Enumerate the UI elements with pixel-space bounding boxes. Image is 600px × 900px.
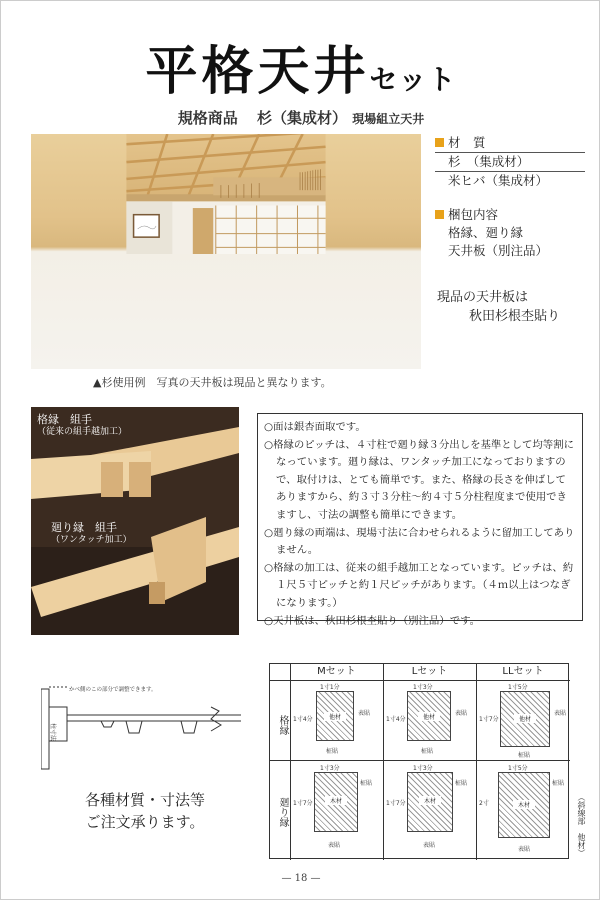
board-note-line: 現品の天井板は <box>437 290 529 305</box>
bullet-square-icon <box>435 138 444 147</box>
spec-material-label: 材 質 <box>435 134 585 153</box>
table-header: LLセット <box>502 666 544 677</box>
table-row-label: 廻り縁 <box>277 797 288 827</box>
table-cell: 1寸3分 1寸4分 他材 表貼 柾貼 <box>386 684 468 755</box>
joint-label-kakubuchi: 格縁 組手 （従来の組手越加工） <box>37 413 128 437</box>
bullet-square-icon <box>435 210 444 219</box>
title-suffix: セット <box>369 63 457 96</box>
board-note <box>437 288 560 326</box>
joint-label-mawaribuchi: 廻り縁 組手 （ワンタッチ加工） <box>51 521 132 545</box>
table-header: Mセット <box>317 666 356 677</box>
description-item: ○廻り縁の両端は、現場寸法に合わせられるように留加工してありません。 <box>264 526 575 557</box>
sketch-note: かべ側のこの部分で調整できます。 <box>69 687 157 693</box>
table-cell: 1寸5分 2寸 木材 柾貼 表貼 <box>479 765 565 853</box>
subtitle-type: 現場組立天井 <box>352 112 425 126</box>
table-cell: 1寸1分 1寸4分 他材 表貼 柾貼 <box>293 684 371 755</box>
ceiling-illustration <box>31 134 421 254</box>
subtitle-category: 規格商品 <box>177 109 238 127</box>
joint-photo <box>31 407 239 635</box>
table-cell: 1寸5分 1寸7分 他材 表貼 柾貼 <box>479 684 567 759</box>
spec-material-value: 米ヒバ（集成材） <box>448 173 549 188</box>
title-main: 平格天井 <box>145 41 370 102</box>
table-cell: 1寸3分 1寸7分 木材 柾貼 表貼 <box>293 765 373 849</box>
table-side-note: （斜線部 他材） <box>577 793 586 857</box>
spec-material-value: 杉 （集成材） <box>435 153 585 172</box>
page-number: — 18 — <box>281 873 321 884</box>
subtitle <box>1 107 600 128</box>
rail-sketch <box>41 681 241 771</box>
spec-package-value: 格縁、廻り縁 <box>448 225 524 240</box>
description-box <box>257 413 583 627</box>
size-table <box>269 663 569 859</box>
table-row-label: 格縁 <box>277 715 288 735</box>
order-line: 各種材質・寸法等 <box>84 791 205 809</box>
description-item: ○格縁のピッチは、４寸柱で廻り縁３分出しを基準として均等割になっています。廻り縁は、ワンタッチ加工になっておりますので、取付けは、とても簡単です。また、格縁の長さを伸ばしてありますから、約３寸３分柱〜約４寸５分柱程度まで使用できますし、寸法の調整も簡単にできます。 <box>264 438 574 521</box>
table-cell: 1寸3分 1寸7分 木材 柾貼 表貼 <box>386 765 468 849</box>
sketch-label: 柱寸法 <box>49 723 56 742</box>
description-item: ○面は銀杏面取です。 <box>264 421 366 433</box>
spec-package-label: 梱包内容 <box>435 206 585 224</box>
page-title <box>1 29 600 104</box>
order-line: ご注文承ります。 <box>85 813 205 831</box>
spec-package-value: 天井板（別注品） <box>448 243 549 258</box>
description-item: ○天井板は、秋田杉根杢貼り（別注品）です。 <box>264 614 481 627</box>
table-header: Lセット <box>411 666 448 677</box>
subtitle-material: 杉（集成材） <box>256 109 347 127</box>
ceiling-photo <box>31 134 421 369</box>
board-note-line: 秋田杉根杢貼り <box>469 309 561 324</box>
photo-caption: ▲杉使用例 写真の天井板は現品と異なります。 <box>93 376 332 389</box>
specs-block <box>435 134 585 260</box>
description-item: ○格縁の加工は、従来の組手越加工となっています。ピッチは、約１尺５寸ピッチと約１尺ピッチがあります。（４ｍ以上はつなぎになります。） <box>264 561 574 609</box>
order-note <box>65 789 225 833</box>
